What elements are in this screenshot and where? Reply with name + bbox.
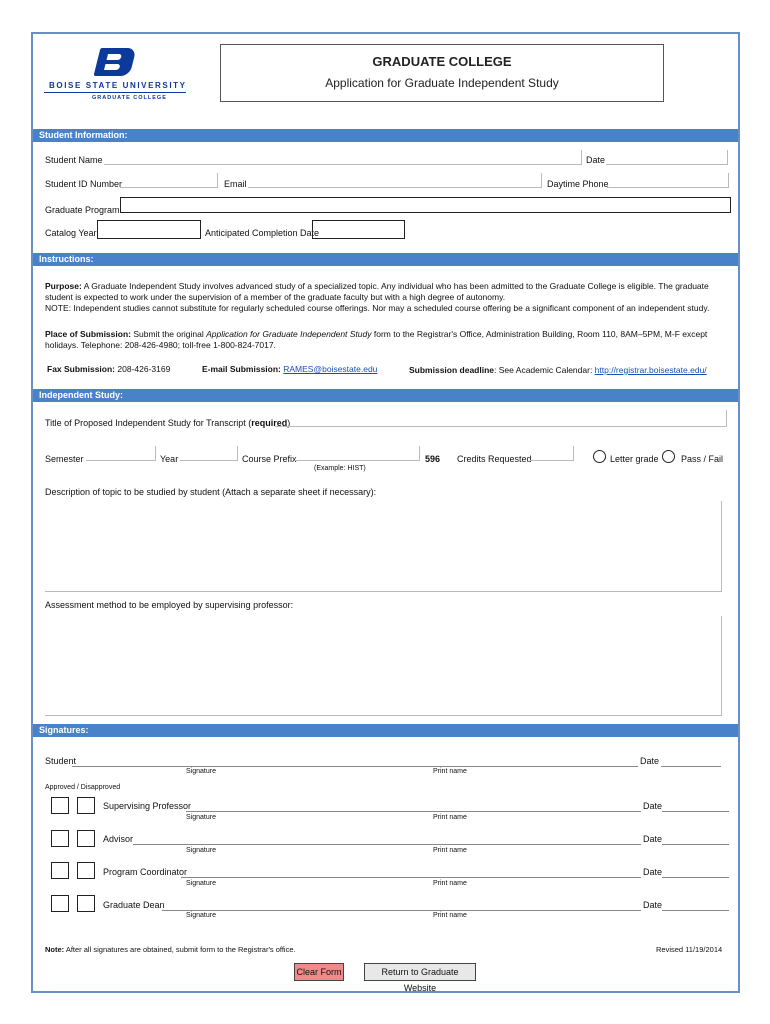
supervising-professor-signature-line[interactable] [186, 811, 641, 812]
print-name-caption: Print name [433, 814, 467, 821]
signature-caption: Signature [186, 847, 216, 854]
fax-label: Fax Submission: [47, 364, 116, 374]
transcript-title-text: Title of Proposed Independent Study for Transcript ( [45, 418, 252, 428]
credits-requested-field[interactable] [530, 446, 574, 461]
year-field[interactable] [180, 446, 238, 461]
anticipated-completion-label: Anticipated Completion Date [205, 228, 320, 238]
student-name-field[interactable] [104, 150, 582, 165]
advisor-label: Advisor [103, 834, 134, 844]
description-textarea[interactable] [45, 501, 722, 592]
program-coordinator-date-line[interactable] [662, 877, 729, 878]
daytime-phone-field[interactable] [607, 173, 729, 188]
email-field[interactable] [248, 173, 542, 188]
assessment-label: Assessment method to be employed by supervising professor: [45, 600, 294, 610]
place-form-name: Application for Graduate Independent Study [206, 329, 372, 339]
supervising-professor-date-label: Date [643, 801, 663, 811]
print-name-caption: Print name [433, 880, 467, 887]
semester-field[interactable] [86, 446, 156, 461]
pass-fail-label: Pass / Fail [681, 454, 724, 464]
signature-caption: Signature [186, 880, 216, 887]
registrar-link[interactable]: http://registrar.boisestate.edu/ [594, 365, 707, 375]
graduate-dean-date-line[interactable] [662, 910, 729, 911]
student-id-field[interactable] [120, 173, 218, 188]
fax-value: 208-426-3169 [117, 364, 171, 374]
semester-label: Semester [45, 454, 84, 464]
student-signature-line[interactable] [72, 766, 638, 767]
place-of-submission-paragraph [45, 329, 725, 351]
submission-deadline [409, 365, 707, 375]
return-to-graduate-website-button[interactable]: Return to Graduate Website [364, 963, 476, 981]
approved-disapproved-label: Approved / Disapproved [45, 784, 121, 791]
transcript-title-field[interactable] [275, 410, 727, 427]
footer-note [45, 945, 296, 954]
supervising-professor-label: Supervising Professor [103, 801, 192, 811]
page-subtitle: Application for Graduate Independent Study [325, 76, 559, 90]
signature-caption: Signature [186, 768, 216, 775]
note-text: NOTE: Independent studies cannot substitute for regularly scheduled course offerings. Nor may a scheduled course offering be a significant component of an independent study. [45, 303, 710, 313]
signature-caption: Signature [186, 912, 216, 919]
required-marker: required [251, 418, 288, 428]
course-prefix-label: Course Prefix [242, 454, 297, 464]
print-name-caption: Print name [433, 768, 467, 775]
signature-caption: Signature [186, 814, 216, 821]
letter-grade-radio[interactable] [593, 450, 606, 463]
student-name-label: Student Name [45, 155, 103, 165]
purpose-text: A Graduate Independent Study involves advanced study of a specialized topic. Any individual who has been admitted to the Graduate College is eligible. The graduate student is expected to work under the supervision of a member of the graduate faculty but with a high degree of autonomy. [45, 281, 709, 302]
deadline-text: : See Academic Calendar: [494, 365, 595, 375]
university-name: BOISE STATE UNIVERSITY [49, 81, 187, 90]
title-box [220, 44, 664, 102]
letter-grade-label: Letter grade [610, 454, 659, 464]
graduate-program-field[interactable] [120, 197, 731, 213]
assessment-textarea[interactable] [45, 616, 722, 716]
supervising-professor-date-line[interactable] [662, 811, 729, 812]
advisor-date-label: Date [643, 834, 663, 844]
logo-college-name: GRADUATE COLLEGE [92, 95, 167, 101]
footer-note-label: Note: [45, 945, 65, 954]
section-bar-student-information: Student Information: [33, 129, 738, 142]
supervising-professor-approved-checkbox[interactable] [51, 797, 69, 814]
deadline-label: Submission deadline [409, 365, 495, 375]
program-coordinator-label: Program Coordinator [103, 867, 188, 877]
place-text-2: form to the Registrar's Office, Administration Building, Room 110, 8AM–5PM, M-F except holidays. Telephone: 208-426-4980; toll-free 1-800-824-7017. [45, 329, 708, 350]
daytime-phone-label: Daytime Phone [547, 179, 609, 189]
program-coordinator-disapproved-checkbox[interactable] [77, 862, 95, 879]
anticipated-completion-field[interactable] [312, 220, 405, 239]
section-bar-independent-study: Independent Study: [33, 389, 738, 402]
logo-divider [44, 92, 186, 93]
graduate-dean-approved-checkbox[interactable] [51, 895, 69, 912]
advisor-signature-line[interactable] [133, 844, 641, 845]
graduate-dean-date-label: Date [643, 900, 663, 910]
place-text-1: Submit the original [133, 329, 207, 339]
print-name-caption: Print name [433, 847, 467, 854]
advisor-approved-checkbox[interactable] [51, 830, 69, 847]
fax-submission [47, 364, 170, 374]
catalog-year-field[interactable] [97, 220, 201, 239]
email-submission-link[interactable]: RAMES@boisestate.edu [283, 364, 378, 374]
supervising-professor-disapproved-checkbox[interactable] [77, 797, 95, 814]
date-label: Date [586, 155, 606, 165]
page-title: GRADUATE COLLEGE [372, 54, 512, 69]
clear-form-button[interactable]: Clear Form [294, 963, 344, 981]
year-label: Year [160, 454, 179, 464]
student-signature-label: Student [45, 756, 77, 766]
credits-requested-label: Credits Requested [457, 454, 532, 464]
footer-note-text: After all signatures are obtained, submit form to the Registrar's office. [65, 945, 296, 954]
course-prefix-example: (Example: HIST) [314, 465, 366, 472]
program-coordinator-signature-line[interactable] [181, 877, 641, 878]
section-bar-signatures: Signatures: [33, 724, 738, 737]
transcript-title-label [45, 418, 290, 428]
course-prefix-field[interactable] [294, 446, 420, 461]
student-id-label: Student ID Number [45, 179, 123, 189]
graduate-dean-disapproved-checkbox[interactable] [77, 895, 95, 912]
program-coordinator-approved-checkbox[interactable] [51, 862, 69, 879]
section-bar-instructions: Instructions: [33, 253, 738, 266]
print-name-caption: Print name [433, 912, 467, 919]
graduate-program-label: Graduate Program [45, 205, 120, 215]
advisor-date-line[interactable] [662, 844, 729, 845]
email-submission-label: E-mail Submission: [202, 364, 281, 374]
pass-fail-radio[interactable] [662, 450, 675, 463]
transcript-title-close: ) [287, 418, 291, 428]
graduate-dean-signature-line[interactable] [162, 910, 641, 911]
email-submission [202, 364, 377, 374]
advisor-disapproved-checkbox[interactable] [77, 830, 95, 847]
student-date-label: Date [640, 756, 660, 766]
place-label: Place of Submission: [45, 329, 131, 339]
student-date-line[interactable] [661, 766, 721, 767]
date-field[interactable] [606, 150, 728, 165]
description-label: Description of topic to be studied by student (Attach a separate sheet if necessary): [45, 487, 377, 497]
purpose-label: Purpose: [45, 281, 82, 291]
email-label: Email [224, 179, 247, 189]
revised-date: Revised 11/19/2014 [656, 945, 723, 954]
graduate-dean-label: Graduate Dean [103, 900, 165, 910]
program-coordinator-date-label: Date [643, 867, 663, 877]
purpose-paragraph [45, 281, 725, 314]
course-number: 596 [425, 454, 441, 464]
catalog-year-label: Catalog Year [45, 228, 97, 238]
